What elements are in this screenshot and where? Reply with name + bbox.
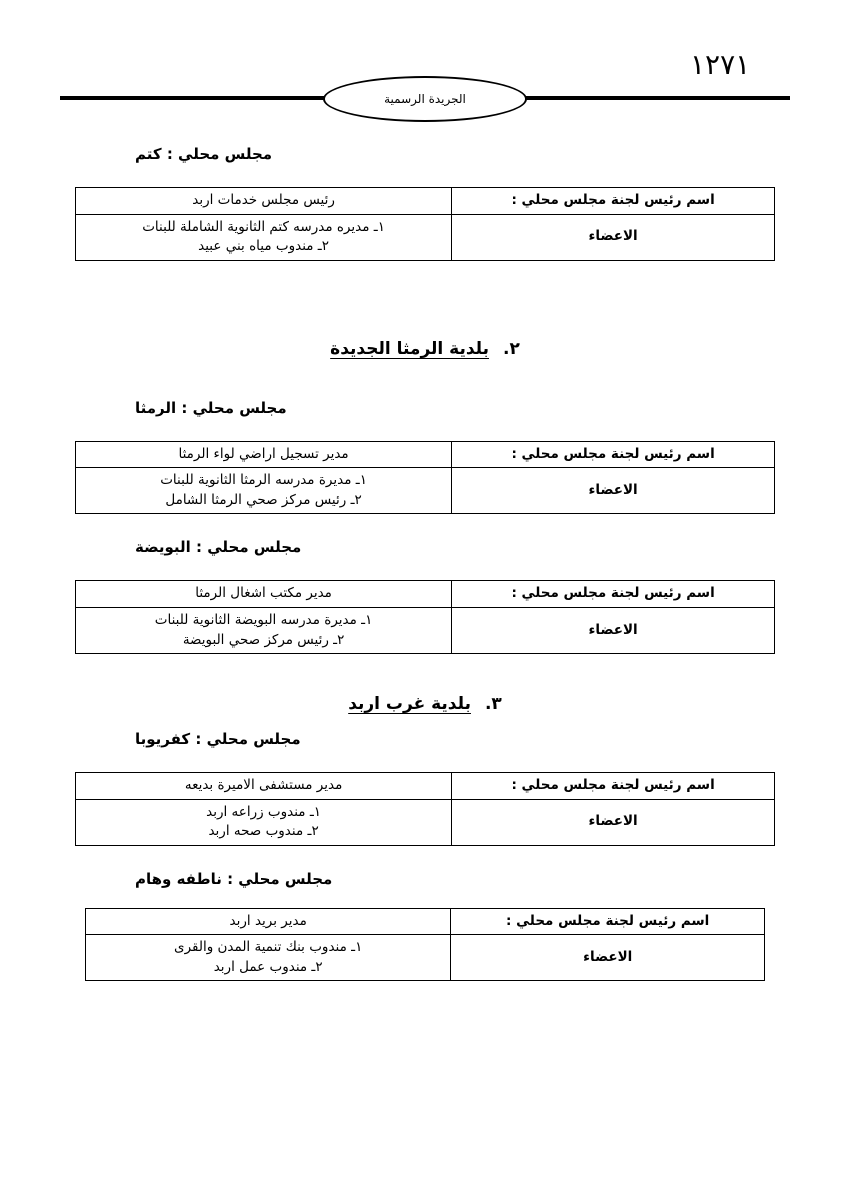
member-item: ٢ـ مندوب صحه اربد	[208, 823, 319, 840]
members-value	[76, 214, 452, 260]
spacer	[50, 261, 800, 309]
table-row	[76, 188, 775, 215]
members-value	[76, 607, 452, 653]
table-row	[76, 214, 775, 260]
section-heading-west-irbid	[50, 694, 800, 714]
chair-value: رئيس مجلس خدمات اربد	[76, 188, 452, 215]
council-label-buwaida: مجلس محلي : البويضة	[135, 538, 302, 557]
member-item: ٢ـ مندوب عمل اربد	[213, 958, 323, 975]
spacer	[50, 556, 800, 580]
chair-label: اسم رئيس لجنة مجلس محلي :	[452, 441, 775, 468]
table-row	[86, 935, 765, 981]
section-number: ٣.	[484, 694, 502, 715]
spacer	[50, 846, 800, 870]
spacer	[50, 654, 800, 694]
chair-value: مدير بريد اربد	[86, 908, 451, 935]
member-item: ١ـ مندوب زراعه اربد	[206, 803, 322, 820]
members-label: الاعضاء	[452, 468, 775, 514]
council-label-kitm: مجلس محلي : كتم	[135, 145, 273, 163]
committee-table-buwaida	[75, 580, 775, 654]
page-content	[50, 115, 800, 981]
spacer	[50, 514, 800, 538]
member-item: ٢ـ رئيس مركز صحي الرمثا الشامل	[165, 491, 362, 508]
member-item: ١ـ مندوب بنك تنمية المدن والقرى	[174, 939, 363, 956]
committee-table-kafryuba	[75, 772, 775, 846]
gazette-badge: الجريدة الرسمية	[323, 76, 527, 122]
spacer	[50, 888, 800, 908]
spacer	[50, 359, 800, 399]
page-number: ١٢٧١	[690, 48, 751, 81]
member-item: ٢ـ رئيس مركز صحي البويضة	[182, 631, 345, 648]
table-row	[76, 441, 775, 468]
table-row	[76, 468, 775, 514]
section-title: بلدية غرب اربد	[348, 694, 471, 715]
committee-table-kitm	[75, 187, 775, 261]
spacer	[50, 115, 800, 145]
table-row	[76, 773, 775, 800]
spacer	[50, 309, 800, 339]
members-value	[76, 799, 452, 845]
members-label: الاعضاء	[452, 214, 775, 260]
members-label: الاعضاء	[452, 799, 775, 845]
committee-table-natifa	[85, 908, 765, 982]
section-number: ٢.	[502, 338, 520, 359]
chair-label: اسم رئيس لجنة مجلس محلي :	[451, 908, 765, 935]
table-row	[76, 607, 775, 653]
spacer	[50, 714, 800, 730]
spacer	[50, 417, 800, 441]
council-label-kafryuba: مجلس محلي : كفريوبا	[135, 730, 301, 749]
chair-label: اسم رئيس لجنة مجلس محلي :	[452, 581, 775, 608]
spacer	[50, 163, 800, 187]
chair-value: مدير تسجيل اراضي لواء الرمثا	[76, 441, 452, 468]
page-header	[50, 0, 800, 115]
council-label-ramtha: مجلس محلي : الرمثا	[135, 398, 287, 417]
member-item: ٢ـ مندوب مياه بني عبيد	[198, 238, 330, 255]
chair-value: مدير مستشفى الاميرة بديعه	[76, 773, 452, 800]
table-row	[86, 908, 765, 935]
members-label: الاعضاء	[451, 935, 765, 981]
table-row	[76, 581, 775, 608]
chair-label: اسم رئيس لجنة مجلس محلي :	[452, 188, 775, 215]
section-title: بلدية الرمثا الجديدة	[330, 338, 489, 359]
members-value	[76, 468, 452, 514]
members-value	[86, 935, 451, 981]
council-label-natifa: مجلس محلي : ناطفه وهام	[135, 869, 333, 888]
section-heading-ramtha	[50, 339, 800, 359]
member-item: ١ـ مديره مدرسه كتم الثانوية الشاملة للبنات	[142, 218, 385, 235]
committee-table-ramtha	[75, 441, 775, 515]
member-item: ١ـ مديرة مدرسه الرمثا الثانوية للبنات	[160, 472, 367, 489]
table-row	[76, 799, 775, 845]
member-item: ١ـ مديرة مدرسه البويضة الثانوية للبنات	[154, 611, 373, 628]
spacer	[50, 748, 800, 772]
members-label: الاعضاء	[452, 607, 775, 653]
chair-value: مدير مكتب اشغال الرمثا	[76, 581, 452, 608]
chair-label: اسم رئيس لجنة مجلس محلي :	[452, 773, 775, 800]
